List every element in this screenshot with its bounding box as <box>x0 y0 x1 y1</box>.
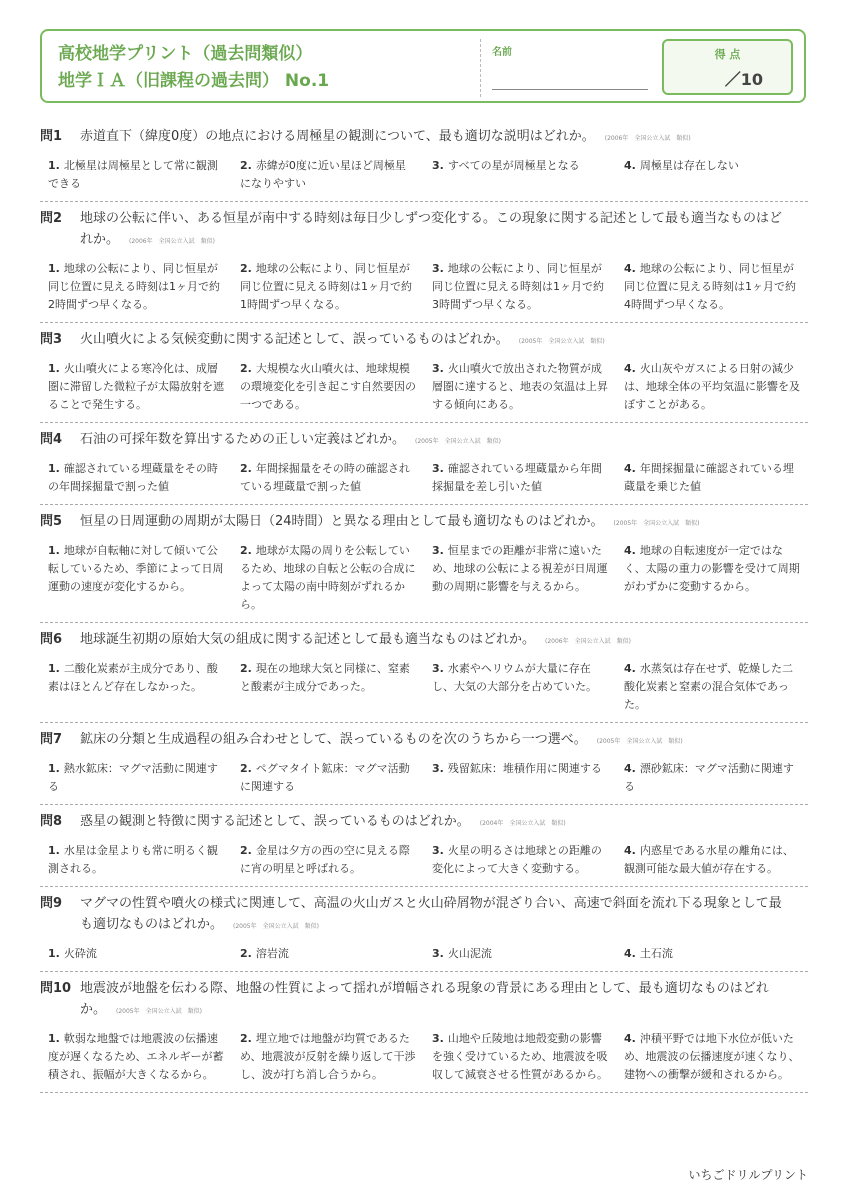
choice-text: 火星の明るさは地球との距離の変化によって大きく変動する。 <box>432 844 602 875</box>
question-text: 石油の可採年数を算出するための正しい定義はどれか。 <box>80 432 406 447</box>
choice-number: 3. <box>432 544 444 557</box>
choice-list <box>40 945 808 963</box>
choice-number: 2. <box>240 462 252 475</box>
choice-number: 4. <box>624 762 636 775</box>
choice-number: 1. <box>48 159 60 172</box>
choice-number: 1. <box>48 544 60 557</box>
question-source: (2006年 全国公立入試 類似) <box>604 135 691 142</box>
choice-text: 熱水鉱床：マグマ活動に関連する <box>48 762 218 793</box>
choice-text: 二酸化炭素が主成分であり、酸素はほとんど存在しなかった。 <box>48 662 218 693</box>
question-number: 問5 <box>40 514 63 529</box>
choice-number: 2. <box>240 762 252 775</box>
choice-text: 残留鉱床：堆積作用に関連する <box>447 762 602 775</box>
answer-choice[interactable] <box>616 945 808 963</box>
choice-text: 水素やヘリウムが大量に存在し、大気の大部分を占めていた。 <box>432 662 597 693</box>
question-block <box>40 505 808 623</box>
question-text: マグマの性質や噴火の様式に関連して、高温の火山ガスと火山砕屑物が混ざり合い、高速で斜面を流れ下る現象として最も適切なものはどれか。 <box>80 896 782 932</box>
choice-number: 1. <box>48 947 60 960</box>
choice-text: ペグマタイト鉱床：マグマ活動に関連する <box>240 762 410 793</box>
choice-text: 金星は夕方の西の空に見える際に宵の明星と呼ばれる。 <box>240 844 410 875</box>
choice-number: 3. <box>432 159 444 172</box>
question-text: 赤道直下（緯度0度）の地点における周極星の観測について、最も適切な説明はどれか。 <box>80 129 595 144</box>
choice-number: 3. <box>432 762 444 775</box>
choice-list <box>40 842 808 878</box>
answer-choice[interactable] <box>424 157 616 193</box>
choice-list <box>40 460 808 496</box>
answer-choice[interactable] <box>232 1030 424 1084</box>
choice-text: 赤緯が0度に近い星ほど周極星になりやすい <box>240 159 406 190</box>
choice-number: 1. <box>48 362 60 375</box>
answer-choice[interactable] <box>616 1030 808 1084</box>
choice-list <box>40 360 808 414</box>
score-label: 得 点 <box>714 48 741 61</box>
answer-choice[interactable] <box>616 460 808 496</box>
choice-text: 火砕流 <box>63 947 97 960</box>
choice-number: 2. <box>240 1032 252 1045</box>
name-field[interactable] <box>492 89 648 90</box>
answer-choice[interactable] <box>232 660 424 714</box>
question-list <box>40 120 808 1093</box>
choice-number: 1. <box>48 262 60 275</box>
question-number: 問9 <box>40 896 63 911</box>
answer-choice[interactable] <box>424 360 616 414</box>
question-header <box>40 511 808 534</box>
question-header <box>40 629 808 652</box>
question-text-wrap <box>80 511 808 534</box>
question-header <box>40 429 808 452</box>
score-box <box>662 39 793 95</box>
answer-choice[interactable] <box>424 542 616 614</box>
choice-number: 4. <box>624 462 636 475</box>
answer-choice[interactable] <box>40 360 232 414</box>
choice-text: 山地や丘陵地は地殻変動の影響を強く受けているため、地震波を吸収して減衰させる性質があるから。 <box>432 1032 608 1081</box>
choice-text: 軟弱な地盤では地震波の伝播速度が遅くなるため、エネルギーが蓄積され、振幅が大きくなるから。 <box>48 1032 224 1081</box>
choice-text: 年間採掘量に確認されている埋蔵量を乗じた値 <box>624 462 794 493</box>
question-number: 問2 <box>40 211 63 226</box>
choice-text: 水蒸気は存在せず、乾燥した二酸化炭素と窒素の混合気体であった。 <box>624 662 793 711</box>
answer-choice[interactable] <box>616 260 808 314</box>
answer-choice[interactable] <box>616 660 808 714</box>
answer-choice[interactable] <box>232 460 424 496</box>
question-text-wrap <box>80 208 808 252</box>
question-text-wrap <box>80 893 808 937</box>
question-text-wrap <box>80 629 808 652</box>
choice-number: 4. <box>624 262 636 275</box>
question-text-wrap <box>80 978 808 1022</box>
question-source: (2005年 全国公立入試 類似) <box>613 520 700 527</box>
question-header <box>40 126 808 149</box>
choice-number: 1. <box>48 762 60 775</box>
question-block <box>40 323 808 423</box>
question-text-wrap <box>80 429 808 452</box>
question-header <box>40 811 808 834</box>
choice-text: 火山灰やガスによる日射の減少は、地球全体の平均気温に影響を及ぼすことがある。 <box>624 362 800 411</box>
answer-choice[interactable] <box>232 542 424 614</box>
question-text-wrap <box>80 126 808 149</box>
question-number: 問4 <box>40 432 63 447</box>
question-text: 地球誕生初期の原始大気の組成に関する記述として最も適当なものはどれか。 <box>80 632 536 647</box>
choice-number: 4. <box>624 544 636 557</box>
question-source: (2005年 全国公立入試 類似) <box>116 1008 202 1015</box>
question-text: 地震波が地盤を伝わる際、地盤の性質によって揺れが増幅される現象の背景にある理由として、最も適切なものはどれか。 <box>80 981 769 1017</box>
answer-choice[interactable] <box>424 660 616 714</box>
choice-text: 地球が自転軸に対して傾いて公転しているため、季節によって日周運動の速度が変化するから。 <box>48 544 224 593</box>
question-text-wrap <box>80 811 808 834</box>
footer-brand: いちごドリルプリント <box>688 1168 808 1182</box>
question-text-wrap <box>80 329 808 352</box>
question-block <box>40 423 808 505</box>
choice-number: 2. <box>240 662 252 675</box>
choice-number: 1. <box>48 662 60 675</box>
choice-number: 3. <box>432 362 444 375</box>
choice-number: 4. <box>624 662 636 675</box>
question-block <box>40 972 808 1093</box>
answer-choice[interactable] <box>232 260 424 314</box>
choice-number: 2. <box>240 544 252 557</box>
choice-number: 4. <box>624 1032 636 1045</box>
answer-choice[interactable] <box>232 945 424 963</box>
choice-list <box>40 760 808 796</box>
question-number: 問7 <box>40 732 63 747</box>
question-number: 問3 <box>40 332 63 347</box>
question-block <box>40 120 808 202</box>
name-label: 名前 <box>492 47 512 58</box>
answer-choice[interactable] <box>232 760 424 796</box>
header-divider <box>480 39 481 97</box>
question-block <box>40 202 808 323</box>
question-header <box>40 893 808 937</box>
choice-number: 1. <box>48 844 60 857</box>
answer-choice[interactable] <box>424 945 616 963</box>
choice-text: 火山泥流 <box>447 947 492 960</box>
answer-choice[interactable] <box>232 842 424 878</box>
choice-text: 地球の自転速度が一定ではなく、太陽の重力の影響を受けて周期がわずかに変動するから。 <box>624 544 800 593</box>
question-source: (2005年 全国公立入試 類似) <box>415 438 501 445</box>
question-block <box>40 887 808 972</box>
question-header <box>40 329 808 352</box>
answer-choice[interactable] <box>232 360 424 414</box>
choice-number: 1. <box>48 462 60 475</box>
question-block <box>40 623 808 723</box>
answer-choice[interactable] <box>616 157 808 193</box>
choice-text: 地球の公転により、同じ恒星が同じ位置に見える時刻は1ヶ月で約4時間ずつ早くなる。 <box>624 262 796 311</box>
question-source: (2005年 全国公立入試 類似) <box>233 923 319 930</box>
question-text-wrap <box>80 729 808 752</box>
choice-text: 地球の公転により、同じ恒星が同じ位置に見える時刻は1ヶ月で約2時間ずつ早くなる。 <box>48 262 220 311</box>
choice-number: 2. <box>240 262 252 275</box>
answer-choice[interactable] <box>40 460 232 496</box>
question-header <box>40 978 808 1022</box>
choice-number: 2. <box>240 362 252 375</box>
answer-choice[interactable] <box>40 542 232 614</box>
choice-number: 4. <box>624 362 636 375</box>
choice-text: 大規模な火山噴火は、地球規模の環境変化を引き起こす自然要因の一つである。 <box>240 362 416 411</box>
choice-number: 2. <box>240 844 252 857</box>
score-value: ／10 <box>724 70 763 89</box>
choice-list <box>40 157 808 193</box>
answer-choice[interactable] <box>424 842 616 878</box>
title-line-1: 高校地学プリント（過去問類似） <box>58 44 313 64</box>
answer-choice[interactable] <box>40 660 232 714</box>
answer-choice[interactable] <box>616 842 808 878</box>
answer-choice[interactable] <box>40 260 232 314</box>
question-text: 恒星の日周運動の周期が太陽日（24時間）と異なる理由として最も適切なものはどれか。 <box>80 514 604 529</box>
question-source: (2005年 全国公立入試 類似) <box>518 338 605 345</box>
question-text: 鉱床の分類と生成過程の組み合わせとして、誤っているものを次のうちから一つ選べ。 <box>80 732 587 747</box>
question-source: (2006年 全国公立入試 類似) <box>545 638 631 645</box>
choice-text: 周極星は存在しない <box>639 159 739 172</box>
choice-text: 地球が太陽の周りを公転しているため、地球の自転と公転の合成によって太陽の南中時刻がずれるから。 <box>240 544 416 611</box>
choice-number: 2. <box>240 947 252 960</box>
choice-list <box>40 660 808 714</box>
question-source: (2004年 全国公立入試 類似) <box>479 820 566 827</box>
title-line-2: 地学ＩＡ（旧課程の過去問） No.1 <box>58 71 330 91</box>
choice-text: 恒星までの距離が非常に遠いため、地球の公転による視差が日周運動の周期に影響を与えるから。 <box>432 544 608 593</box>
worksheet-header <box>40 29 806 103</box>
answer-choice[interactable] <box>616 542 808 614</box>
choice-number: 3. <box>432 262 444 275</box>
choice-text: 確認されている埋蔵量から年間採掘量を差し引いた値 <box>432 462 602 493</box>
answer-choice[interactable] <box>424 260 616 314</box>
question-block <box>40 723 808 805</box>
choice-text: 漂砂鉱床：マグマ活動に関連する <box>624 762 794 793</box>
question-number: 問1 <box>40 129 63 144</box>
choice-number: 3. <box>432 462 444 475</box>
answer-choice[interactable] <box>424 460 616 496</box>
choice-text: 溶岩流 <box>255 947 289 960</box>
question-number: 問10 <box>40 981 72 996</box>
choice-text: 年間採掘量をその時の確認されている埋蔵量で割った値 <box>240 462 410 493</box>
choice-text: 確認されている埋蔵量をその時の年間採掘量で割った値 <box>48 462 218 493</box>
question-source: (2005年 全国公立入試 類似) <box>596 738 683 745</box>
answer-choice[interactable] <box>40 760 232 796</box>
choice-text: 現在の地球大気と同様に、窒素と酸素が主成分であった。 <box>240 662 410 693</box>
choice-number: 3. <box>432 844 444 857</box>
choice-number: 3. <box>432 947 444 960</box>
question-block <box>40 805 808 887</box>
question-source: (2006年 全国公立入試 類似) <box>129 238 215 245</box>
choice-text: 沖積平野では地下水位が低いため、地震波の伝播速度が速くなり、建物への衝撃が緩和されるから。 <box>624 1032 800 1081</box>
choice-text: 土石流 <box>639 947 673 960</box>
question-text: 地球の公転に伴い、ある恒星が南中する時刻は毎日少しずつ変化する。この現象に関する記述として最も適当なものはどれか。 <box>80 211 783 247</box>
question-header <box>40 208 808 252</box>
answer-choice[interactable] <box>424 1030 616 1084</box>
answer-choice[interactable] <box>424 760 616 796</box>
choice-text: 内惑星である水星の離角には、観測可能な最大値が存在する。 <box>624 844 794 875</box>
choice-text: 北極星は周極星として常に観測できる <box>48 159 218 190</box>
answer-choice[interactable] <box>40 1030 232 1084</box>
question-number: 問8 <box>40 814 63 829</box>
choice-text: 火山噴火による寒冷化は、成層圏に滞留した微粒子が太陽放射を遮ることで発生する。 <box>48 362 224 411</box>
choice-text: 水星は金星よりも常に明るく観測される。 <box>48 844 218 875</box>
choice-list <box>40 260 808 314</box>
choice-number: 4. <box>624 159 636 172</box>
choice-number: 2. <box>240 159 252 172</box>
choice-text: 火山噴火で放出された物質が成層圏に達すると、地表の気温は上昇する傾向にある。 <box>432 362 608 411</box>
question-number: 問6 <box>40 632 63 647</box>
answer-choice[interactable] <box>616 360 808 414</box>
choice-text: すべての星が周極星となる <box>447 159 580 172</box>
question-text: 火山噴火による気候変動に関する記述として、誤っているものはどれか。 <box>80 332 509 347</box>
choice-list <box>40 542 808 614</box>
worksheet-title <box>58 41 329 95</box>
choice-number: 1. <box>48 1032 60 1045</box>
answer-choice[interactable] <box>40 842 232 878</box>
answer-choice[interactable] <box>40 945 232 963</box>
choice-text: 地球の公転により、同じ恒星が同じ位置に見える時刻は1ヶ月で約1時間ずつ早くなる。 <box>240 262 412 311</box>
choice-text: 地球の公転により、同じ恒星が同じ位置に見える時刻は1ヶ月で約3時間ずつ早くなる。 <box>432 262 604 311</box>
choice-number: 3. <box>432 1032 444 1045</box>
choice-number: 4. <box>624 844 636 857</box>
choice-number: 3. <box>432 662 444 675</box>
question-header <box>40 729 808 752</box>
question-text: 惑星の観測と特徴に関する記述として、誤っているものはどれか。 <box>80 814 470 829</box>
choice-number: 4. <box>624 947 636 960</box>
choice-text: 埋立地では地盤が均質であるため、地震波が反射を繰り返して干渉し、波が打ち消し合うから。 <box>240 1032 416 1081</box>
choice-list <box>40 1030 808 1084</box>
answer-choice[interactable] <box>616 760 808 796</box>
answer-choice[interactable] <box>40 157 232 193</box>
answer-choice[interactable] <box>232 157 424 193</box>
